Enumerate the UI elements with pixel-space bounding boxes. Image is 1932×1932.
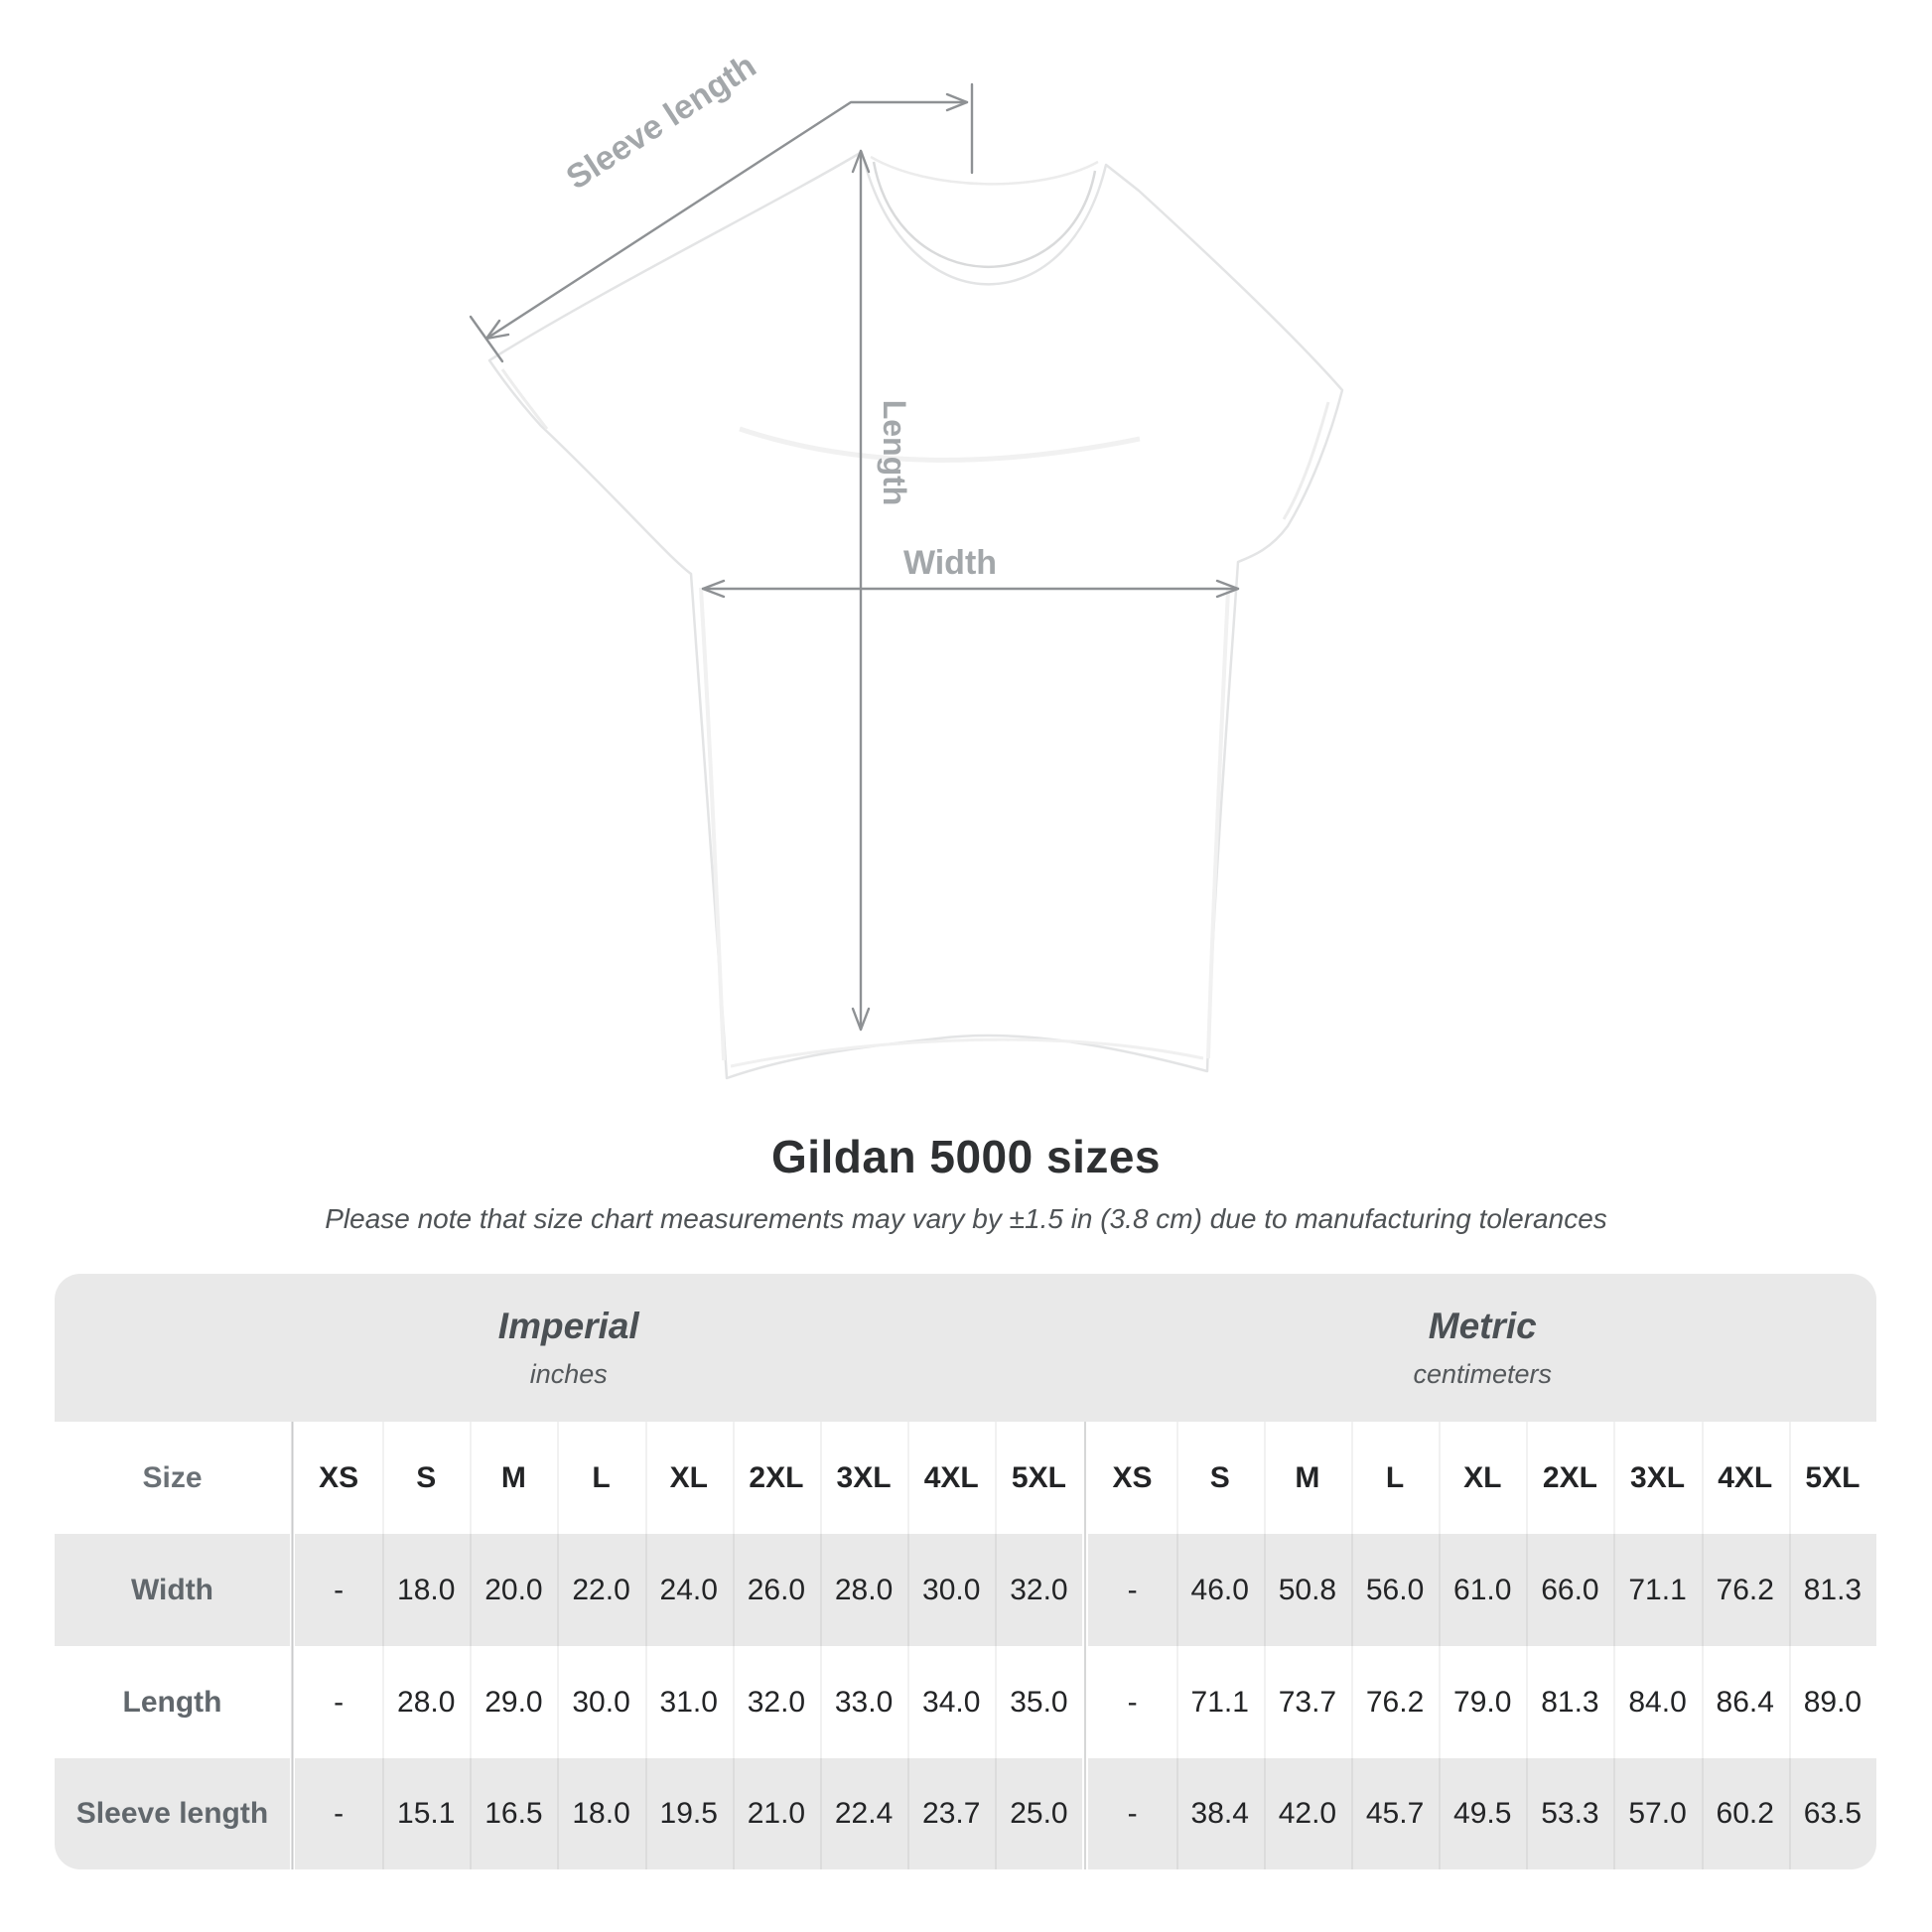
table-cell: 33.0: [820, 1646, 907, 1758]
table-cell: 50.8: [1264, 1534, 1351, 1646]
col-header: S: [382, 1422, 470, 1534]
table-cell: 56.0: [1351, 1534, 1439, 1646]
table-cell: 30.0: [907, 1534, 995, 1646]
table-cell: 32.0: [733, 1646, 820, 1758]
col-header: 5XL: [1789, 1422, 1876, 1534]
size-table: [55, 1274, 1876, 1869]
row-label: Sleeve length: [55, 1758, 290, 1869]
table-cell: 57.0: [1613, 1758, 1701, 1869]
table-cell: 18.0: [382, 1534, 470, 1646]
table-cell: 71.1: [1176, 1646, 1264, 1758]
table-cell: 29.0: [470, 1646, 557, 1758]
table-cell: 22.0: [557, 1534, 644, 1646]
back-neck-line: [871, 157, 1098, 184]
table-cell: 84.0: [1613, 1646, 1701, 1758]
col-header: L: [1351, 1422, 1439, 1534]
table-cell: 24.0: [645, 1534, 733, 1646]
table-cell: 21.0: [733, 1758, 820, 1869]
metric-section-header: [1089, 1274, 1877, 1422]
table-cell: 19.5: [645, 1758, 733, 1869]
table-cell: 31.0: [645, 1646, 733, 1758]
table-cell: -: [295, 1646, 382, 1758]
imperial-section-header: [55, 1274, 1083, 1422]
table-cell: 89.0: [1789, 1646, 1876, 1758]
units-header-band: [55, 1274, 1876, 1422]
table-cell: 73.7: [1264, 1646, 1351, 1758]
sleeve-length-label: Sleeve length: [559, 47, 763, 198]
table-cell: 25.0: [995, 1758, 1082, 1869]
row-label: Length: [55, 1646, 290, 1758]
table-cell: 34.0: [907, 1646, 995, 1758]
table-cell: 32.0: [995, 1534, 1082, 1646]
table-cell: 20.0: [470, 1534, 557, 1646]
table-cell: 15.1: [382, 1758, 470, 1869]
table-cell: 66.0: [1526, 1534, 1613, 1646]
page-title: Gildan 5000 sizes: [770, 1131, 1162, 1182]
table-cell: 76.2: [1702, 1534, 1789, 1646]
table-cell: 71.1: [1613, 1534, 1701, 1646]
table-cell: 76.2: [1351, 1646, 1439, 1758]
row-label: Width: [55, 1534, 290, 1646]
table-cell: 28.0: [382, 1646, 470, 1758]
table-cell: 81.3: [1526, 1646, 1613, 1758]
table-cell: -: [295, 1758, 382, 1869]
col-header: M: [1264, 1422, 1351, 1534]
table-cell: 61.0: [1439, 1534, 1526, 1646]
table-cell: 38.4: [1176, 1758, 1264, 1869]
table-cell: 35.0: [995, 1646, 1082, 1758]
table-cell: 45.7: [1351, 1758, 1439, 1869]
table-cell: 16.5: [470, 1758, 557, 1869]
col-header: XL: [645, 1422, 733, 1534]
col-header: 2XL: [733, 1422, 820, 1534]
table-cell: 26.0: [733, 1534, 820, 1646]
table-cell: 79.0: [1439, 1646, 1526, 1758]
table-cell: -: [295, 1534, 382, 1646]
imperial-subtitle: inches: [529, 1359, 608, 1389]
table-cell: -: [1088, 1646, 1175, 1758]
width-label: Width: [902, 544, 998, 582]
col-header: 2XL: [1526, 1422, 1613, 1534]
metric-subtitle: centimeters: [1413, 1359, 1553, 1389]
imperial-title: Imperial: [497, 1306, 639, 1346]
col-header: L: [557, 1422, 644, 1534]
table-cell: 28.0: [820, 1534, 907, 1646]
col-header: 4XL: [907, 1422, 995, 1534]
col-header: XS: [1088, 1422, 1175, 1534]
table-cell: 30.0: [557, 1646, 644, 1758]
size-column-header: Size: [55, 1422, 290, 1534]
col-header: XS: [295, 1422, 382, 1534]
col-header: 5XL: [995, 1422, 1082, 1534]
size-table-grid: [55, 1422, 1876, 1869]
col-header: S: [1176, 1422, 1264, 1534]
table-cell: 60.2: [1702, 1758, 1789, 1869]
col-header: 3XL: [1613, 1422, 1701, 1534]
table-cell: 63.5: [1789, 1758, 1876, 1869]
table-cell: -: [1088, 1758, 1175, 1869]
table-cell: -: [1088, 1534, 1175, 1646]
table-cell: 49.5: [1439, 1758, 1526, 1869]
col-header: 4XL: [1702, 1422, 1789, 1534]
table-cell: 46.0: [1176, 1534, 1264, 1646]
table-cell: 86.4: [1702, 1646, 1789, 1758]
col-header: 3XL: [820, 1422, 907, 1534]
col-header: M: [470, 1422, 557, 1534]
table-cell: 81.3: [1789, 1534, 1876, 1646]
table-cell: 53.3: [1526, 1758, 1613, 1869]
table-cell: 22.4: [820, 1758, 907, 1869]
tolerance-note: Please note that size chart measurements may vary by ±1.5 in (3.8 cm) due to manufacturing tolerances: [325, 1203, 1607, 1234]
col-header: XL: [1439, 1422, 1526, 1534]
table-cell: 42.0: [1264, 1758, 1351, 1869]
metric-title: Metric: [1428, 1306, 1537, 1346]
table-cell: 18.0: [557, 1758, 644, 1869]
table-cell: 23.7: [907, 1758, 995, 1869]
length-label: Length: [877, 399, 912, 506]
